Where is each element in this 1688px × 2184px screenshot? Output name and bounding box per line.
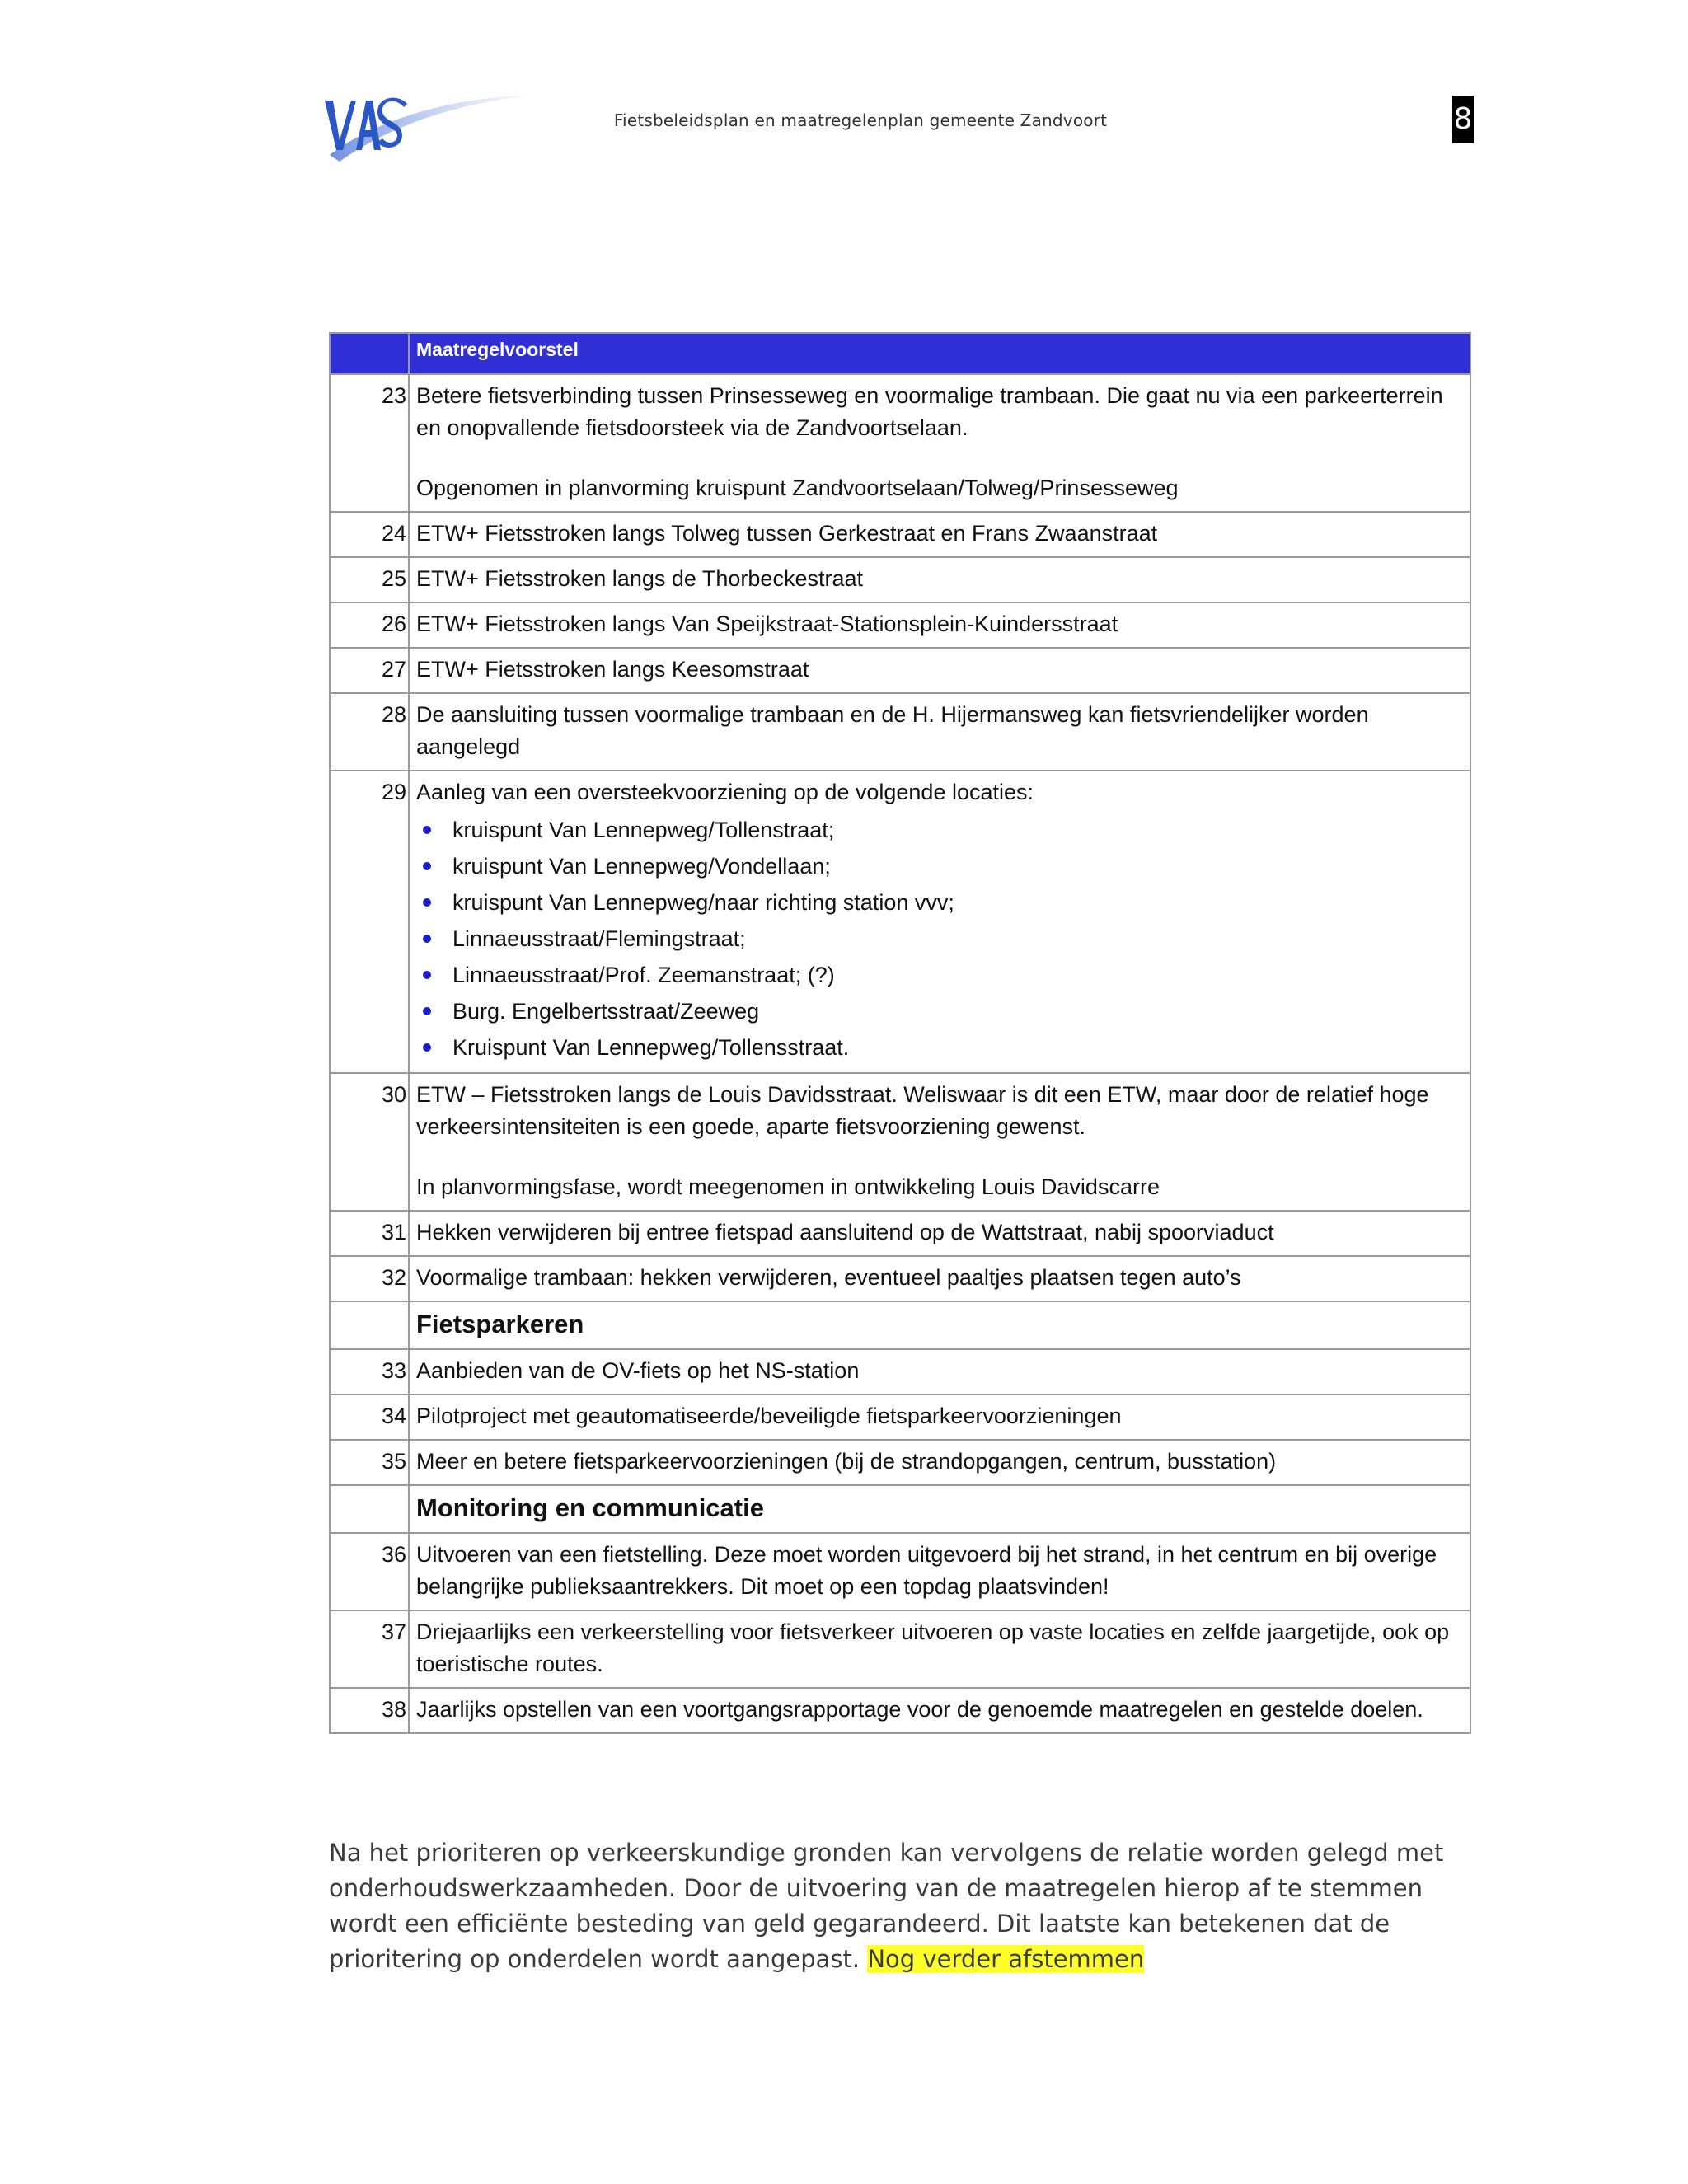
table-row <box>330 1688 1470 1733</box>
row-number: 37 <box>330 1610 409 1688</box>
table-row <box>330 693 1470 771</box>
row-text: ETW+ Fietsstroken langs Van Speijkstraat-Stationsplein-Kuindersstraat <box>409 602 1470 648</box>
list-item: Linnaeusstraat/Prof. Zeemanstraat; (?) <box>416 957 1463 993</box>
row-text: De aansluiting tussen voormalige trambaan en de H. Hijermansweg kan fietsvriendelijker worden aangelegd <box>409 693 1470 771</box>
table-row <box>330 557 1470 602</box>
row-text: Hekken verwijderen bij entree fietspad aansluitend op de Wattstraat, nabij spoorviaduct <box>409 1211 1470 1256</box>
measures-table <box>329 332 1471 1734</box>
section-number-cell <box>330 1485 409 1533</box>
table-row <box>330 512 1470 557</box>
table-header-label: Maatregelvoorstel <box>409 333 1470 374</box>
list-item: kruispunt Van Lennepweg/naar richting station vvv; <box>416 884 1463 921</box>
table-row <box>330 1533 1470 1610</box>
row-text <box>409 374 1470 512</box>
row-number: 38 <box>330 1688 409 1733</box>
row-text <box>409 771 1470 1073</box>
section-row-fietsparkeren <box>330 1301 1470 1349</box>
section-title: Fietsparkeren <box>409 1301 1470 1349</box>
row-text: Jaarlijks opstellen van een voortgangsrapportage voor de genoemde maatregelen en gestelde doelen. <box>409 1688 1470 1733</box>
row-number: 34 <box>330 1394 409 1440</box>
table-row <box>330 374 1470 512</box>
body-paragraph <box>329 1835 1483 1977</box>
table-row <box>330 1440 1470 1485</box>
table-row <box>330 1610 1470 1688</box>
row-number: 26 <box>330 602 409 648</box>
list-item: kruispunt Van Lennepweg/Vondellaan; <box>416 848 1463 884</box>
row-number: 32 <box>330 1256 409 1301</box>
table-row <box>330 602 1470 648</box>
row-number: 30 <box>330 1073 409 1211</box>
row-note: Opgenomen in planvorming kruispunt Zandvoortselaan/Tolweg/Prinsesseweg <box>416 476 1179 500</box>
table-row <box>330 1073 1470 1211</box>
row-text <box>409 1073 1470 1211</box>
section-row-monitoring <box>330 1485 1470 1533</box>
row-number: 23 <box>330 374 409 512</box>
table-row <box>330 1394 1470 1440</box>
table-row <box>330 1211 1470 1256</box>
row-text: Pilotproject met geautomatiseerde/beveiligde fietsparkeervoorzieningen <box>409 1394 1470 1440</box>
row-number: 36 <box>330 1533 409 1610</box>
row-text: Meer en betere fietsparkeervoorzieningen (bij de strandopgangen, centrum, busstation) <box>409 1440 1470 1485</box>
row-number: 25 <box>330 557 409 602</box>
page-number: 8 <box>1452 96 1474 143</box>
list-item: Linnaeusstraat/Flemingstraat; <box>416 921 1463 957</box>
row-text: ETW+ Fietsstroken langs Keesomstraat <box>409 648 1470 693</box>
row-text: ETW+ Fietsstroken langs de Thorbeckestraat <box>409 557 1470 602</box>
paragraph-text: Na het prioriteren op verkeerskundige gronden kan vervolgens de relatie worden gelegd met onderhoudswerkzaamheden. Door de uitvoering van de maatregelen hierop af te stemmen wordt een efficiënte besteding van geld gegarandeerd. Dit laatste kan betekenen dat de prioritering op onderdelen wordt aangepast. <box>329 1839 1444 1973</box>
row-description: ETW – Fietsstroken langs de Louis Davidsstraat. Weliswaar is dit een ETW, maar door de relatief hoge verkeersintensiteiten is een goede, aparte fietsvoorziening gewenst. <box>416 1082 1429 1139</box>
row-description: Betere fietsverbinding tussen Prinsesseweg en voormalige trambaan. Die gaat nu via een parkeerterrein en onopvallende fietsdoorsteek via de Zandvoortselaan. <box>416 383 1443 440</box>
row-number: 35 <box>330 1440 409 1485</box>
row-number: 31 <box>330 1211 409 1256</box>
table-row <box>330 771 1470 1073</box>
row-text: ETW+ Fietsstroken langs Tolweg tussen Gerkestraat en Frans Zwaanstraat <box>409 512 1470 557</box>
list-item: Kruispunt Van Lennepweg/Tollensstraat. <box>416 1029 1463 1066</box>
row-text: Aanbieden van de OV-fiets op het NS-station <box>409 1349 1470 1394</box>
row-number: 27 <box>330 648 409 693</box>
table-row <box>330 1349 1470 1394</box>
list-item: Burg. Engelbertsstraat/Zeeweg <box>416 993 1463 1029</box>
row-number: 28 <box>330 693 409 771</box>
document-title: Fietsbeleidsplan en maatregelenplan gemeente Zandvoort <box>613 110 1108 130</box>
table-header-row <box>330 333 1470 374</box>
section-number-cell <box>330 1301 409 1349</box>
row-number: 29 <box>330 771 409 1073</box>
row-text: Driejaarlijks een verkeerstelling voor fietsverkeer uitvoeren op vaste locaties en zelfde jaargetijde, ook op toeristische routes. <box>409 1610 1470 1688</box>
section-title: Monitoring en communicatie <box>409 1485 1470 1533</box>
location-list <box>416 812 1463 1066</box>
table-row <box>330 648 1470 693</box>
table-row <box>330 1256 1470 1301</box>
row-description: Aanleg van een oversteekvoorziening op de volgende locaties: <box>416 780 1034 804</box>
row-number: 24 <box>330 512 409 557</box>
list-item: kruispunt Van Lennepweg/Tollenstraat; <box>416 812 1463 848</box>
row-note: In planvormingsfase, wordt meegenomen in ontwikkeling Louis Davidscarre <box>416 1174 1160 1199</box>
highlighted-note: Nog verder afstemmen <box>867 1945 1145 1973</box>
row-number: 33 <box>330 1349 409 1394</box>
row-text: Uitvoeren van een fietstelling. Deze moet worden uitgevoerd bij het strand, in het centrum en bij overige belangrijke publieksaantrekkers. Dit moet op een topdag plaatsvinden! <box>409 1533 1470 1610</box>
row-text: Voormalige trambaan: hekken verwijderen, eventueel paaltjes plaatsen tegen auto’s <box>409 1256 1470 1301</box>
table-header-number <box>330 333 409 374</box>
